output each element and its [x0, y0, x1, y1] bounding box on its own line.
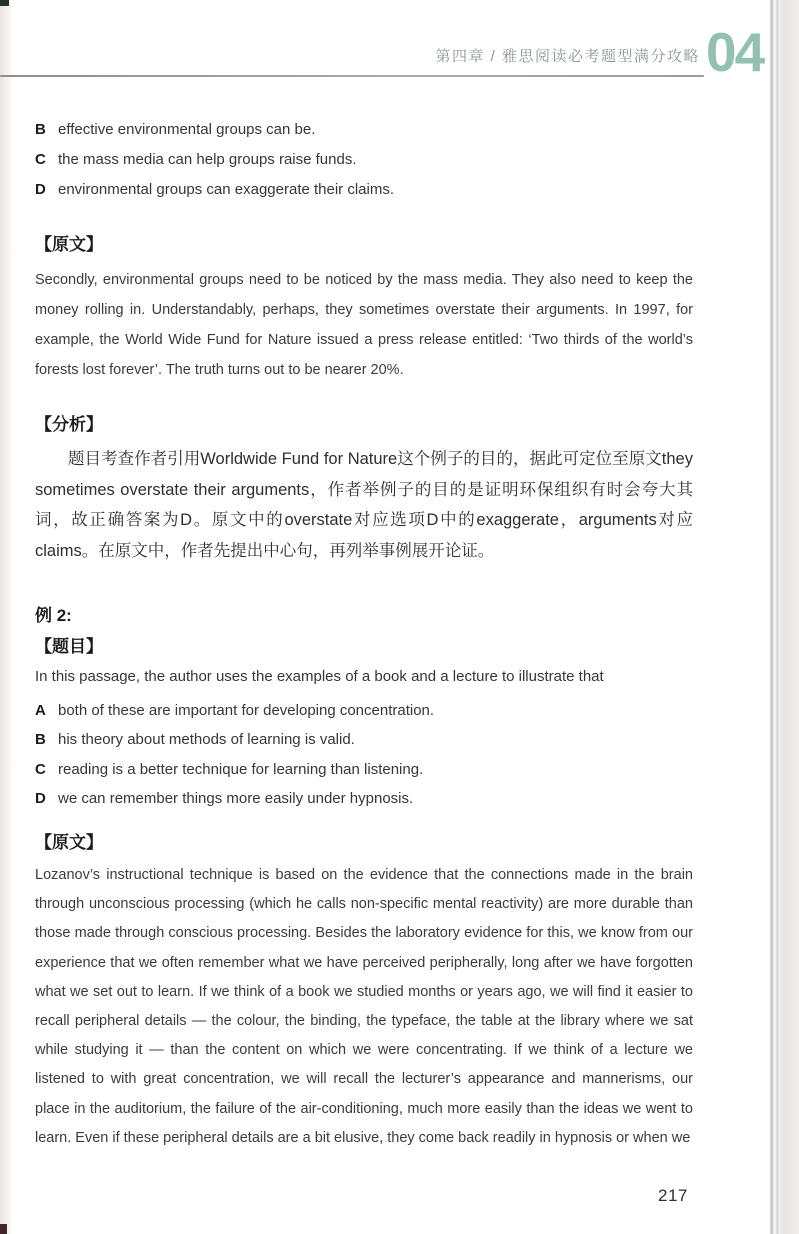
example2-heading: 例 2: [35, 606, 72, 625]
option-letter: B [35, 731, 46, 749]
option-text: effective environmental groups can be. [58, 121, 316, 138]
page-number: 217 [658, 1186, 688, 1205]
option-letter: A [35, 702, 46, 719]
analysis-section [35, 413, 693, 566]
page-edge-shadow [768, 0, 799, 1234]
option-text: environmental groups can exaggerate their claims. [58, 181, 395, 198]
option-text: the mass media can help groups raise funds. [58, 151, 357, 168]
option-letter: C [35, 760, 46, 778]
scan-artifact-bottom-left [0, 1224, 7, 1234]
source-passage-1-section [35, 233, 693, 385]
source-passage-2-section [35, 831, 693, 1153]
header-rule [0, 75, 704, 77]
option-row-a [35, 696, 693, 725]
source-passage-2-text: Lozanov’s instructional technique is based on the evidence that the connections made in the brain through unconscious processing (which he calls non-specific mental reactivity) are more durable than those made through conscious processing. Besides the laboratory evidence for this, we know from our experience that we often remember what we have perceived peripherally, long after we have forgotten what we set out to learn. If we think of a book we studied months or years ago, we will find it easier to recall peripheral details — the colour, the binding, the typeface, the table at the library where we sat while studying it — than the content on which we were concentrating. If we think of a lecture we listened to with great concentration, we will recall the lecturer’s appearance and mannerisms, our place in the auditorium, the failure of the air-conditioning, much more easily than the ideas we went to learn. Even if these peripheral details are a bit elusive, they come back readily in hypnosis or when we [35, 867, 693, 1146]
option-row-c [35, 145, 693, 175]
option-text: both of these are important for developing concentration. [58, 702, 435, 719]
option-letter: B [35, 121, 46, 138]
chapter-title: 第四章 / 雅思阅读必考题型满分攻略 [435, 48, 700, 65]
option-row-c [35, 755, 693, 784]
left-gutter-shadow [0, 0, 14, 1234]
chapter-number: 04 [706, 21, 764, 83]
question-stem: In this passage, the author uses the examples of a book and a lecture to illustrate that [35, 668, 604, 685]
source-passage-label: 【原文】 [35, 235, 103, 254]
option-row-d [35, 784, 693, 813]
analysis-label: 【分析】 [35, 415, 103, 434]
question2-options [35, 696, 693, 813]
option-row-d [35, 175, 693, 205]
source-passage-label: 【原文】 [35, 833, 103, 852]
scan-artifact-top-left [0, 0, 9, 6]
analysis-text: 题目考查作者引用Worldwide Fund for Nature这个例子的目的，据此可定位至原文they sometimes overstate their arguments，作者举例子的目的是证明环保组织有时会夸大其词，故正确答案为D。原文中的overstate对应选项D中的exaggerate，arguments对应claims。在原文中，作者先提出中心句，再列举事例展开论证。 [35, 450, 693, 560]
example2-section [35, 604, 693, 813]
option-letter: C [35, 151, 46, 168]
option-text: his theory about methods of learning is valid. [58, 731, 355, 749]
question-label: 【题目】 [35, 637, 103, 656]
option-letter: D [35, 181, 46, 198]
question1-options [35, 115, 693, 205]
option-row-b [35, 115, 693, 145]
option-text: reading is a better technique for learning than listening. [58, 760, 424, 778]
option-text: we can remember things more easily under hypnosis. [58, 789, 414, 807]
option-row-b [35, 725, 693, 754]
option-letter: D [35, 789, 46, 807]
source-passage-1-text: Secondly, environmental groups need to be noticed by the mass media. They also need to keep the money rolling in. Understandably, perhaps, they sometimes overstate their arguments. In 1997, for example, the World Wide Fund for Nature issued a press release entitled: ‘Two thirds of the world’s forests lost forever’. The truth turns out to be nearer 20%. [35, 272, 693, 378]
